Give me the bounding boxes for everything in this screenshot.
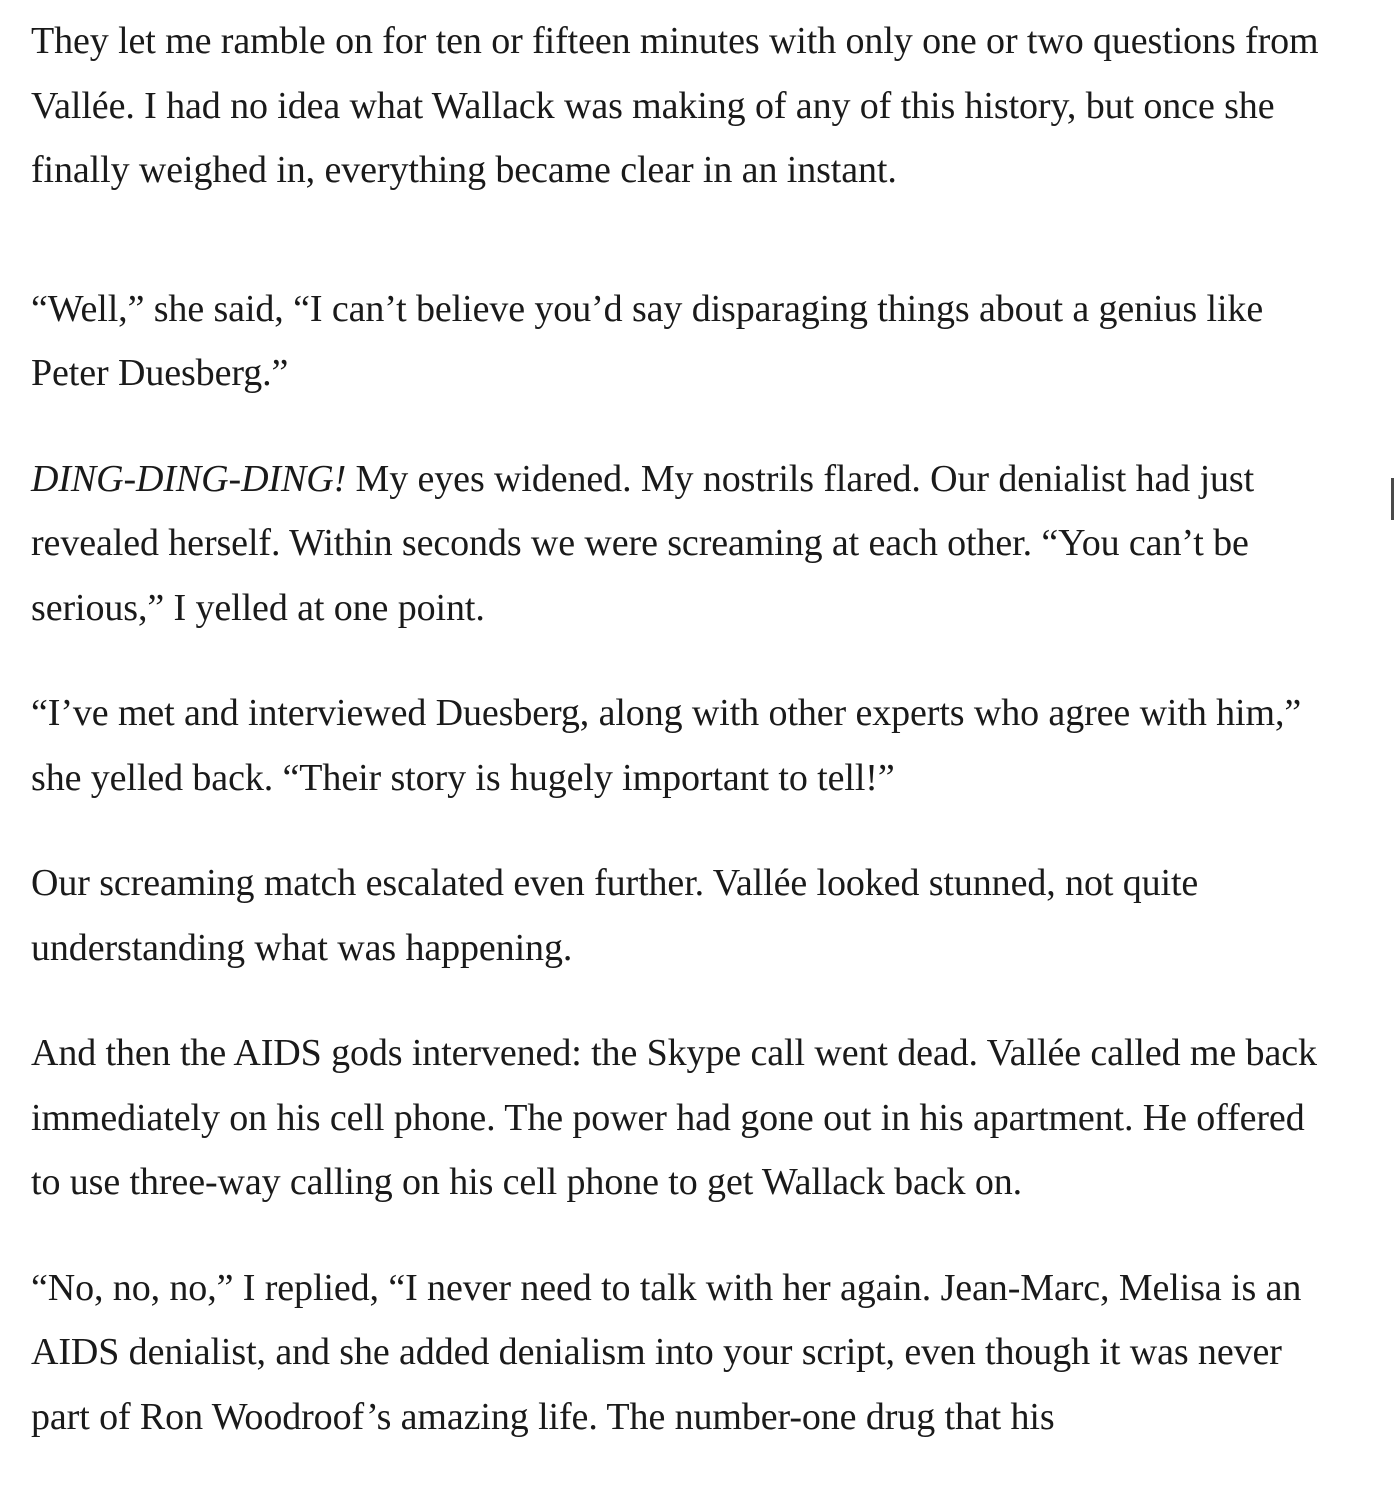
paragraph-ding-text: My eyes widened. My nostrils flared. Our denialist had just revealed herself. Within seconds we were screaming at each other. “You can’t be serious,” I yelled at one point.	[31, 457, 1255, 629]
paragraph-well-she-said: “Well,” she said, “I can’t believe you’d say disparaging things about a genius like Peter Duesberg.”	[31, 287, 1264, 394]
paragraph-no-no-no: “No, no, no,” I replied, “I never need to talk with her again. Jean-Marc, Melisa is an AIDS denialist, and she added denialism into your script, even though it was never part of Ron Woodroof’s amazing life. The number-one drug that his	[31, 1266, 1302, 1438]
paragraph-ramble: They let me ramble on for ten or fifteen minutes with only one or two questions from Vallée. I had no idea what Wallack was making of any of this history, but once she finally weighed in, everything became clear in an instant.	[31, 20, 1319, 191]
paragraph-screaming-match: Our screaming match escalated even further. Vallée looked stunned, not quite understanding what was happening.	[31, 862, 1199, 969]
paragraph-ding	[31, 447, 1331, 641]
paragraph-interviewed-duesberg: “I’ve met and interviewed Duesberg, along with other experts who agree with him,” she yelled back. “Their story is hugely important to tell!”	[31, 692, 1302, 799]
emphasis-ding: DING-DING-DING!	[31, 457, 347, 500]
article-body	[31, 9, 1331, 1490]
paragraph-aids-gods: And then the AIDS gods intervened: the Skype call went dead. Vallée called me back immediately on his cell phone. The power had gone out in his apartment. He offered to use three-way calling on his cell phone to get Wallack back on.	[31, 1032, 1317, 1203]
